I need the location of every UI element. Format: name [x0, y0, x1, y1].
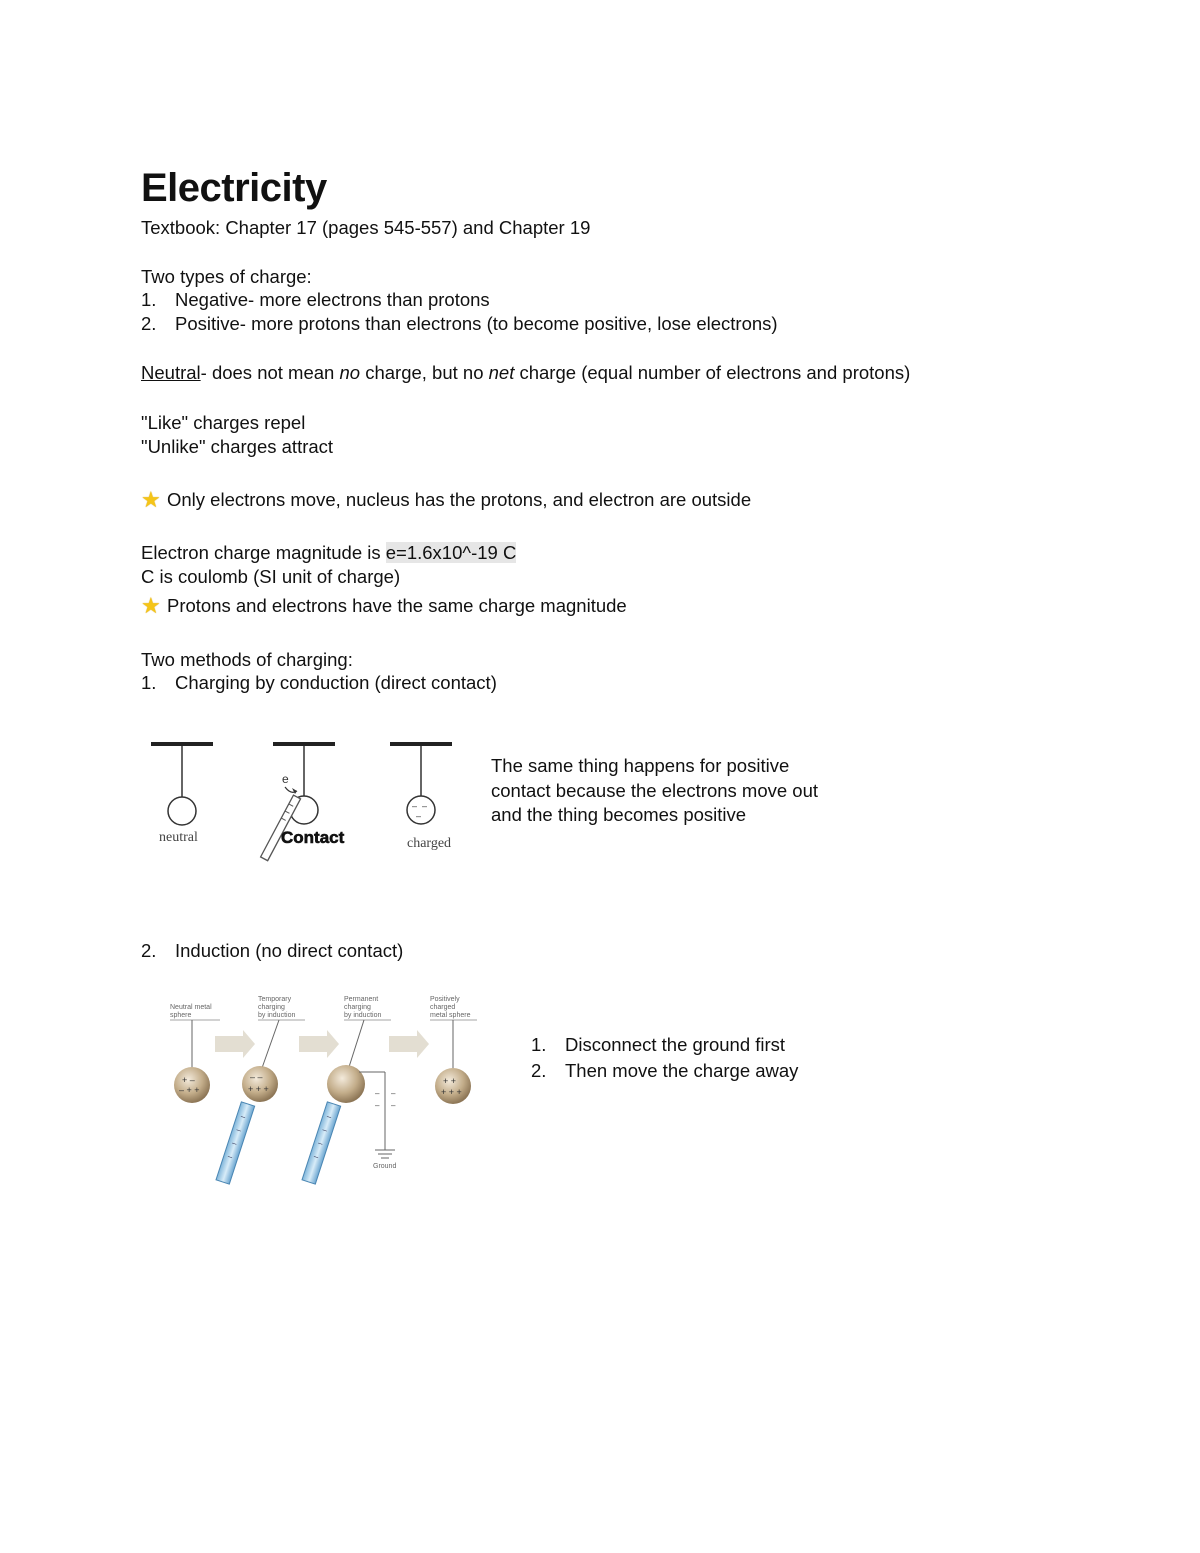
induction-captions — [170, 996, 477, 1020]
contact-label: Contact — [281, 828, 345, 847]
induction-diagram — [165, 990, 485, 1190]
induction-step — [531, 1033, 785, 1057]
svg-text:–: – — [416, 811, 422, 821]
list-text: Disconnect the ground first — [565, 1034, 786, 1055]
electron-charge-value: e=1.6x10^-19 C — [385, 542, 517, 563]
neutral-term: Neutral — [141, 362, 201, 383]
star-icon: ★ — [141, 593, 161, 618]
svg-text:–: – — [312, 1151, 320, 1162]
star-icon: ★ — [141, 487, 161, 512]
textbook-reference: Textbook: Chapter 17 (pages 545-557) and Chapter 19 — [141, 217, 591, 238]
svg-text:+ –: + – — [182, 1075, 195, 1085]
charge-types-heading: Two types of charge: — [141, 266, 312, 287]
svg-text:+ + +: + + + — [248, 1084, 269, 1094]
caption-line: Permanent — [344, 996, 379, 1003]
neutral-definition — [141, 361, 910, 385]
caption-line: charging — [258, 1004, 285, 1011]
starred-note — [141, 488, 751, 512]
caption-line: metal sphere — [430, 1012, 471, 1019]
neutral-text: charge, but no — [360, 362, 489, 383]
svg-text:– –: – – — [250, 1072, 263, 1082]
svg-text:–: – — [375, 1101, 380, 1110]
svg-text:+ +: + + — [443, 1076, 457, 1086]
svg-text:–: – — [412, 801, 418, 811]
electron-charge-line — [141, 541, 516, 565]
svg-text:–: – — [391, 1089, 396, 1098]
list-number: 1. — [141, 672, 157, 693]
svg-text:–: – — [230, 1138, 238, 1149]
charged-pendulum — [390, 742, 452, 851]
list-text: Induction (no direct contact) — [175, 940, 404, 961]
caption-line: charged — [430, 1004, 456, 1011]
caption-line: Temporary — [258, 996, 292, 1003]
charged-label: charged — [407, 836, 452, 851]
neutral-text: charge (equal number of electrons and protons) — [514, 362, 911, 383]
induction-step — [531, 1059, 798, 1083]
caption-line: sphere — [170, 1012, 192, 1019]
conduction-note-line: contact because the electrons move out — [491, 780, 819, 801]
methods-heading: Two methods of charging: — [141, 649, 353, 670]
charge-type-item — [141, 288, 490, 312]
starred-note — [141, 594, 627, 618]
svg-text:–: – — [422, 801, 428, 811]
neutral-label: neutral — [159, 830, 198, 845]
arrow-icon — [299, 1030, 339, 1058]
arrow-icon — [389, 1030, 429, 1058]
positively-charged-sphere — [435, 1068, 471, 1104]
list-number: 2. — [531, 1060, 547, 1081]
list-number: 1. — [531, 1034, 547, 1055]
emphasis-no: no — [339, 362, 361, 383]
svg-text:–: – — [235, 1124, 243, 1135]
coulomb-definition: C is coulomb (SI unit of charge) — [141, 566, 401, 587]
caption-line: by induction — [258, 1012, 296, 1019]
caption-line: Neutral metal — [170, 1004, 212, 1011]
list-text: Charging by conduction (direct contact) — [175, 672, 497, 693]
svg-text:+ + +: + + + — [441, 1087, 462, 1097]
emphasis-net: net — [488, 362, 515, 383]
charge-type-item — [141, 312, 778, 336]
page-title: Electricity — [141, 166, 327, 210]
contact-pendulum — [261, 742, 345, 861]
svg-text:–: – — [321, 1124, 329, 1135]
caption-line: charging — [344, 1004, 371, 1011]
list-number: 2. — [141, 313, 157, 334]
svg-text:–: – — [325, 1111, 333, 1122]
list-text: Then move the charge away — [565, 1060, 799, 1081]
permanent-charged-sphere — [327, 1065, 365, 1103]
charging-rod — [216, 1102, 255, 1184]
ground-label: Ground — [373, 1163, 397, 1170]
svg-text:– + +: – + + — [179, 1085, 200, 1095]
conduction-note-line: The same thing happens for positive — [491, 755, 790, 776]
svg-text:–: – — [391, 1101, 396, 1110]
like-charges-rule: "Like" charges repel — [141, 412, 306, 433]
svg-text:–: – — [226, 1151, 234, 1162]
neutral-text: - does not mean — [200, 362, 340, 383]
note-text: Only electrons move, nucleus has the protons, and electron are outside — [167, 489, 752, 510]
process-arrows — [215, 1030, 429, 1058]
note-text: Protons and electrons have the same charge magnitude — [167, 595, 627, 616]
list-text: Positive- more protons than electrons (to become positive, lose electrons) — [175, 313, 778, 334]
list-number: 2. — [141, 940, 157, 961]
charging-rod — [302, 1102, 341, 1184]
svg-text:–: – — [239, 1111, 247, 1122]
method-item-conduction — [141, 671, 497, 695]
unlike-charges-rule: "Unlike" charges attract — [141, 436, 334, 457]
conduction-diagram — [145, 725, 470, 875]
list-text: Negative- more electrons than protons — [175, 289, 490, 310]
caption-line: Positively — [430, 996, 460, 1003]
list-number: 1. — [141, 289, 157, 310]
caption-line: by induction — [344, 1012, 382, 1019]
conduction-note-line: and the thing becomes positive — [491, 804, 747, 825]
electron-label: e — [282, 772, 289, 786]
svg-text:–: – — [375, 1089, 380, 1098]
neutral-pendulum — [151, 742, 213, 845]
svg-text:–: – — [316, 1138, 324, 1149]
arrow-icon — [215, 1030, 255, 1058]
electron-charge-label: Electron charge magnitude is — [141, 542, 386, 563]
method-item-induction — [141, 939, 403, 963]
